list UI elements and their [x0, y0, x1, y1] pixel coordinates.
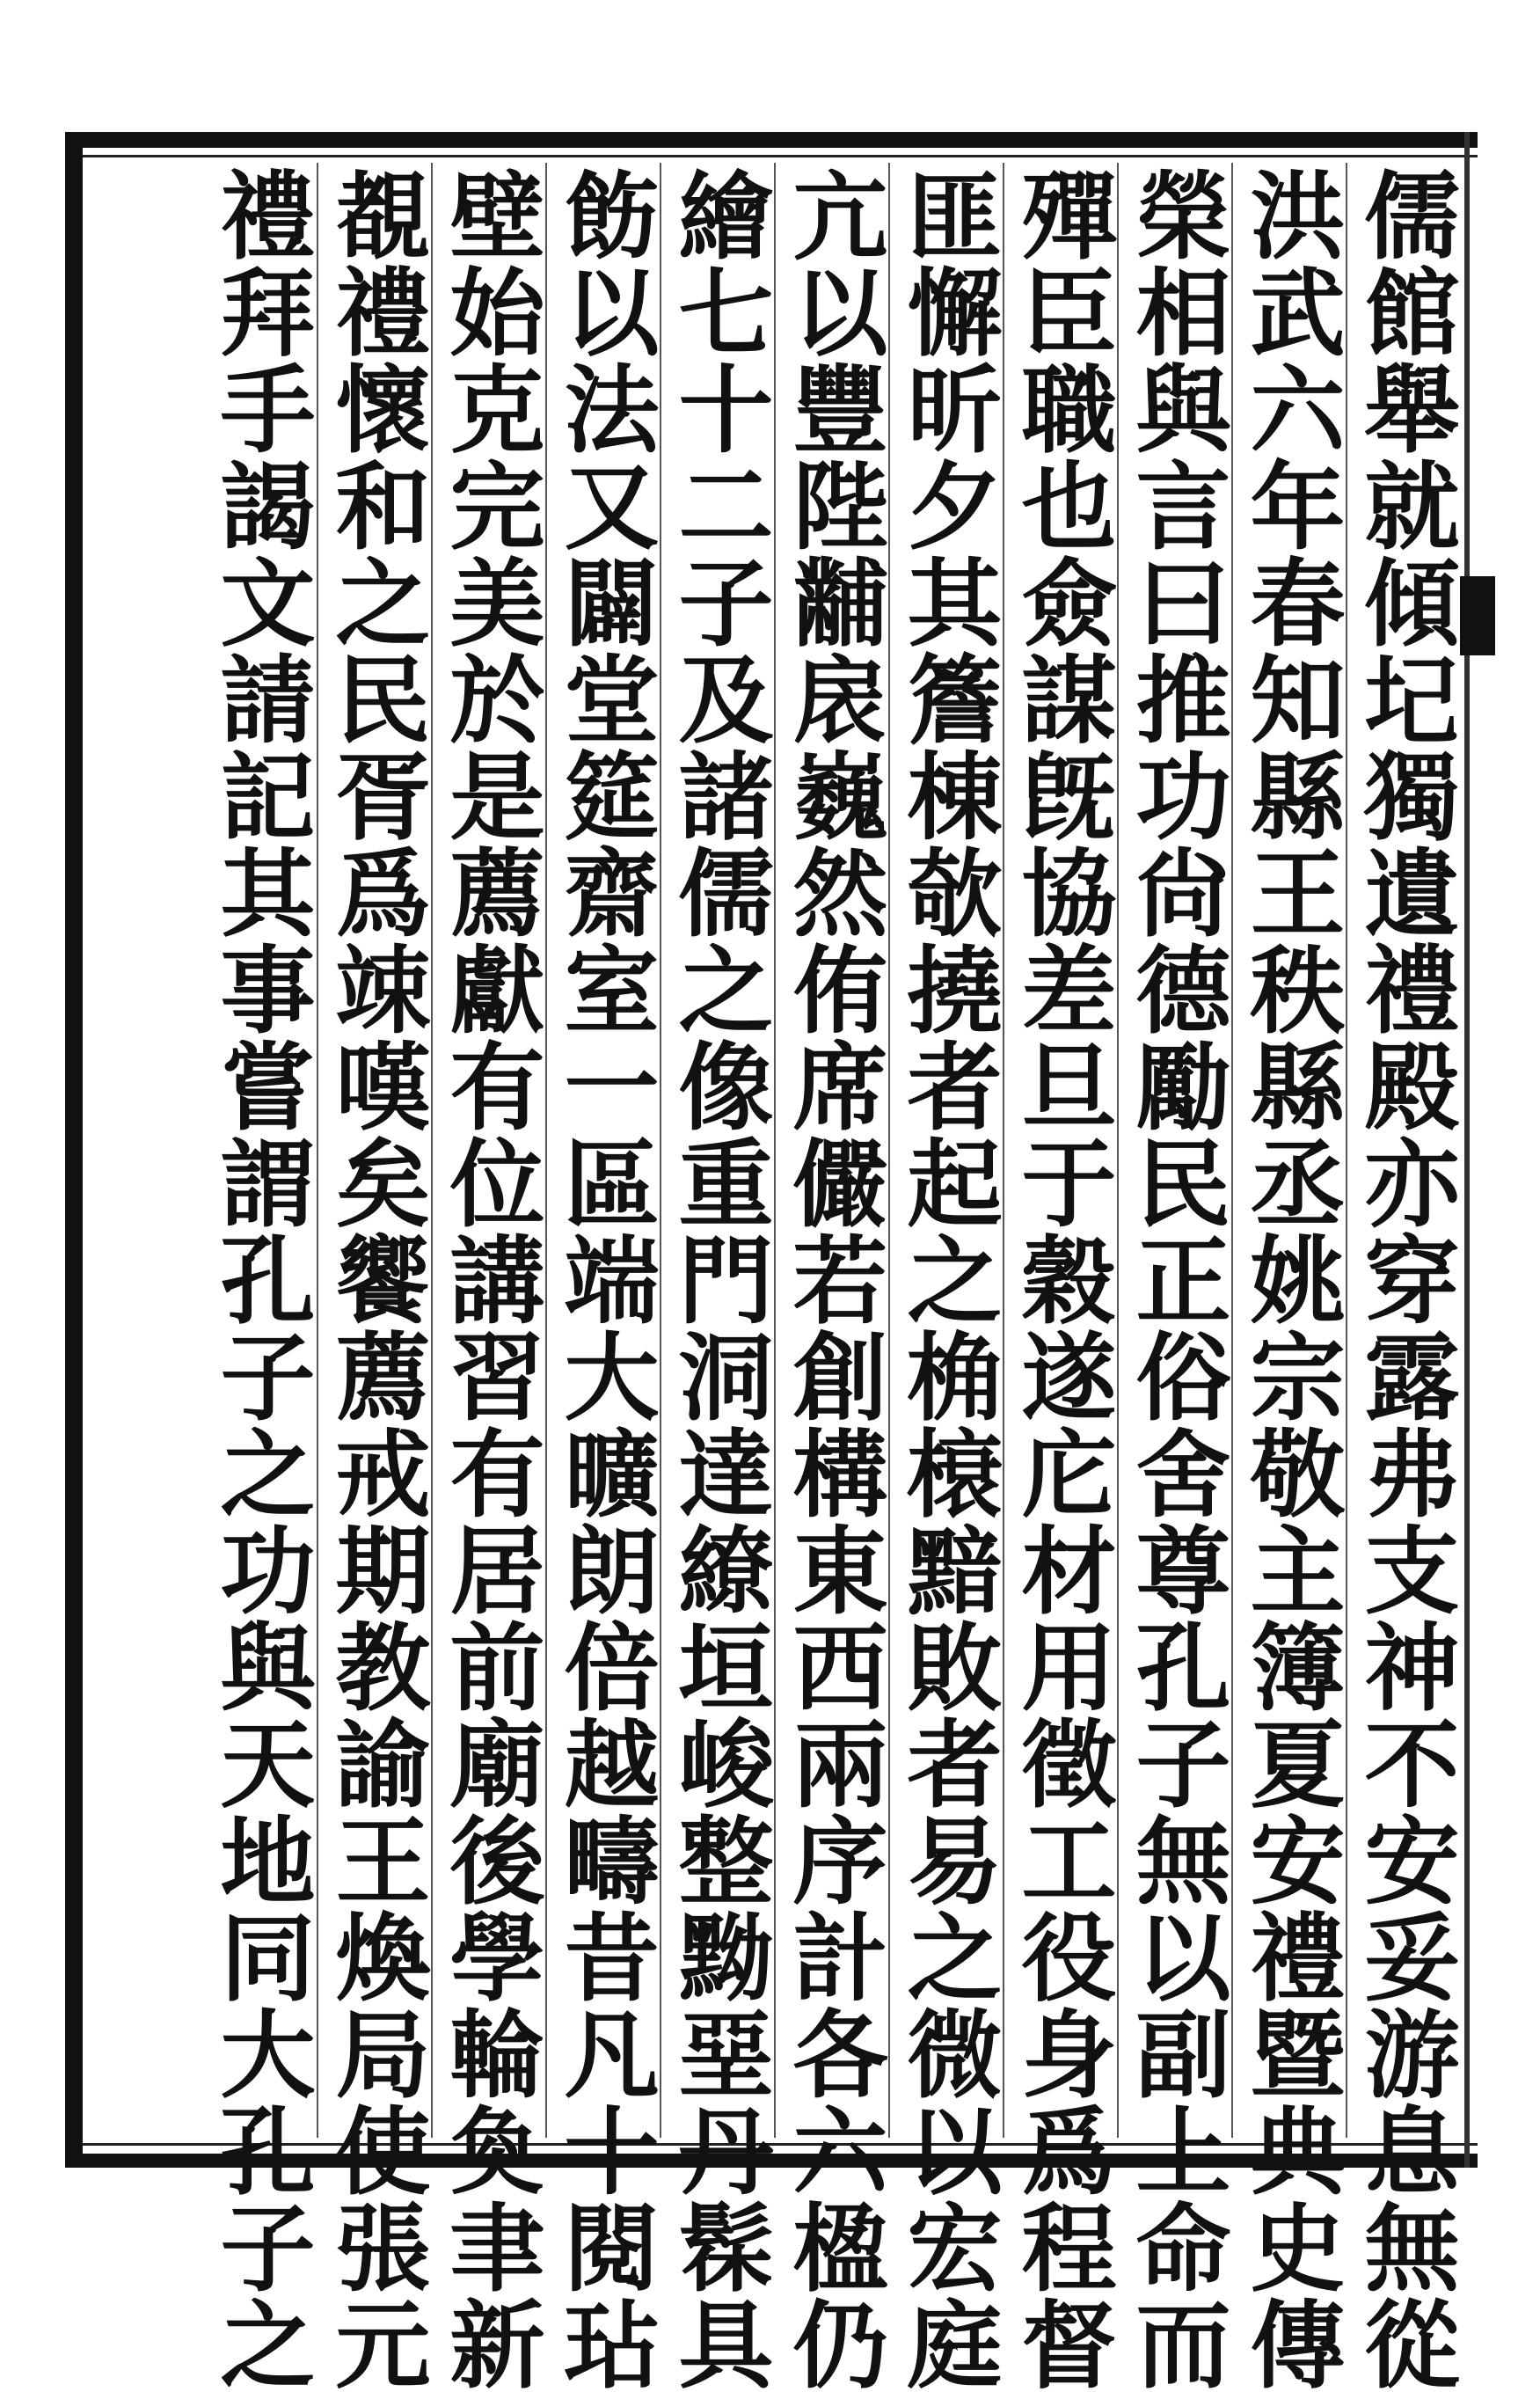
- text-column: [202, 163, 317, 2392]
- column-text: 榮相與言曰推功尙德勵民正俗舍尊孔子無以副上命而: [1120, 166, 1230, 2392]
- frame-right-border: [1464, 132, 1470, 2168]
- text-column: [1231, 163, 1346, 2392]
- text-column: [774, 163, 888, 2392]
- column-text: 壁始克完美於是薦獻有位講習有居前廟後學輪奐聿新: [434, 166, 544, 2392]
- text-column: [1117, 163, 1231, 2392]
- column-text: 覩禮懷和之民胥爲竦嘆矣饗薦戒期教諭王煥局使張元: [319, 166, 430, 2392]
- fold-marker: [1460, 576, 1495, 655]
- text-column: [1346, 163, 1460, 2392]
- column-text: 洪武六年春知縣王秩縣丞姚宗敬主簿夏安禮暨典史傳: [1234, 166, 1345, 2392]
- text-column: [545, 163, 660, 2392]
- column-text: 亢以豐陛黼扆巍然侑席儼若創構東西兩序計各六楹仍: [777, 166, 887, 2392]
- text-column: [888, 163, 1003, 2392]
- text-column: [317, 163, 431, 2392]
- column-text: 儒館舉就傾圮獨遺禮殿亦穿露弗支神不安妥游息無從: [1348, 166, 1459, 2392]
- text-column: [431, 163, 545, 2392]
- column-text: 禮拜手謁文請記其事嘗謂孔子之功與天地同大孔子之: [204, 166, 315, 2392]
- column-text: 匪懈昕夕其簷棟欹撓者起之桷榱黯敗者易之微以宏庭: [891, 166, 1002, 2392]
- text-columns: [88, 163, 1460, 2392]
- frame-top-border: [65, 132, 1478, 148]
- frame-left-border: [65, 132, 83, 2168]
- frame-top-inner-rule: [65, 155, 1478, 157]
- text-column: [660, 163, 774, 2392]
- column-text: 殫臣職也僉謀旣協差旦于穀遂庀材用徵工役身爲程督: [1005, 166, 1116, 2392]
- column-text: 飭以法又闢堂筵齋室一區端大曠朗倍越疇昔凡十閱玷: [548, 166, 659, 2392]
- text-column: [1003, 163, 1117, 2392]
- column-text: 繪七十二子及諸儒之像重門洞達繚垣峻整黝堊丹髹具: [662, 166, 773, 2392]
